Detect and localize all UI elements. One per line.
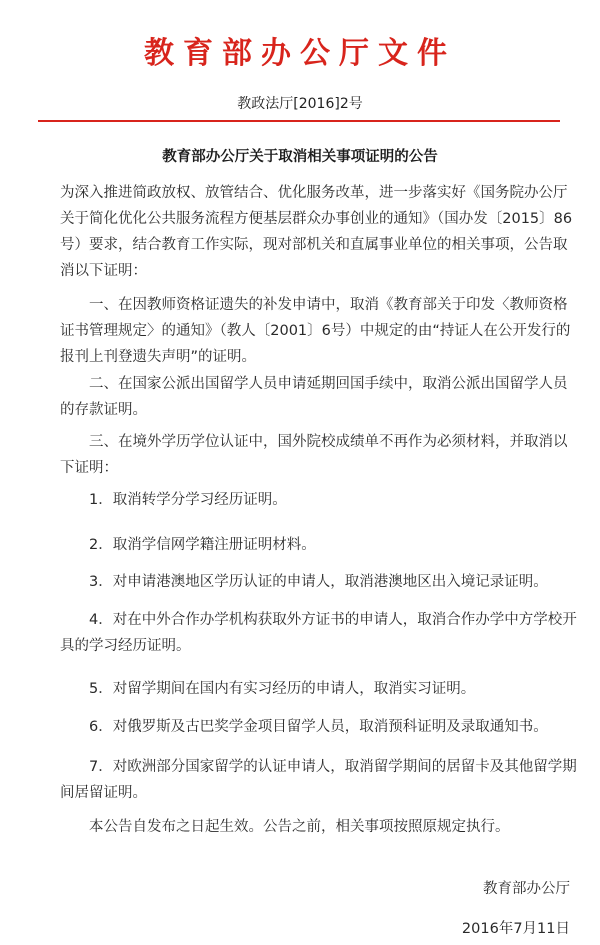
list-item: 4．对在中外合作办学机构获取外方证书的申请人，取消合作办学中方学校开具的学习经历证明。 <box>60 612 577 654</box>
notice-title: 教育部办公厅关于取消相关事项证明的公告 <box>162 149 438 165</box>
list-item: 三、在境外学历学位认证中，国外院校成绩单不再作为必须材料，并取消以下证明： <box>60 434 568 476</box>
list-item: 5．对留学期间在国内有实习经历的申请人，取消实习证明。 <box>89 681 476 697</box>
list-item: 二、在国家公派出国留学人员申请延期回国手续中，取消公派出国留学人员的存款证明。 <box>60 376 568 418</box>
list-item: 7．对欧洲部分国家留学的认证申请人，取消留学期间的居留卡及其他留学期间居留证明。 <box>60 759 577 801</box>
issuer-signature: 教育部办公厅 <box>483 881 570 897</box>
intro-paragraph: 为深入推进简政放权、放管结合、优化服务改革，进一步落实好《国务院办公厅关于简化优化公共服务流程方便基层群众办事创业的通知》（国办发〔2015〕86号）要求，结合教育工作实际，现对部机关和直属事业单位的相关事项，公告取消以下证明： <box>60 185 573 279</box>
closing-paragraph: 本公告自发布之日起生效。公告之前，相关事项按照原规定执行。 <box>89 819 510 835</box>
document-header-title: 教育部办公厅文件 <box>144 36 456 71</box>
list-item: 6．对俄罗斯及古巴奖学金项目留学人员，取消预科证明及录取通知书。 <box>89 719 548 735</box>
red-divider-line <box>38 120 560 122</box>
list-item: 一、在因教师资格证遗失的补发申请中，取消《教育部关于印发〈教师资格证书管理规定〉的通知》（教人〔2001〕6号）中规定的由“持证人在公开发行的报刊上刊登遗失声明”的证明。 <box>60 297 571 365</box>
list-item: 2．取消学信网学籍注册证明材料。 <box>89 537 316 553</box>
list-item: 1．取消转学分学习经历证明。 <box>89 492 287 508</box>
issue-date: 2016年7月11日 <box>461 921 570 937</box>
document-number: 教政法厅[2016]2号 <box>237 96 363 112</box>
list-item: 3．对申请港澳地区学历认证的申请人，取消港澳地区出入境记录证明。 <box>89 574 548 590</box>
